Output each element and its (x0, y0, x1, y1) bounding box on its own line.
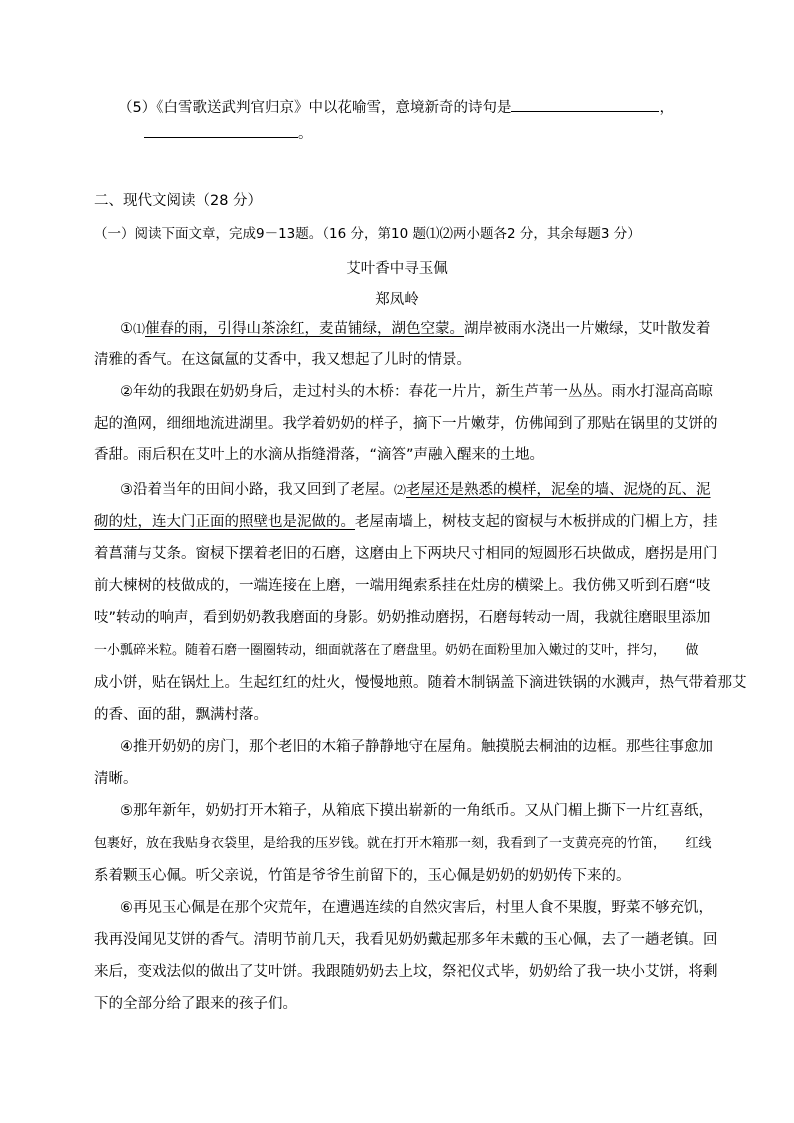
section-heading: 二、现代文阅读（28 分） (94, 193, 263, 209)
question-5-period: 。 (298, 126, 313, 142)
paragraph-6-line-2: 我再没闻见艾饼的香气。清明节前几天，我看见奶奶戴起那多年未戴的玉心佩，去了一趟老镇。回 (94, 932, 718, 948)
paragraph-3-line-8: 的香、面的甜，飘满村落。 (94, 707, 268, 723)
underlined-sentence-2b: 砌的灶，连大门正面的照壁也是泥做的。 (94, 514, 355, 530)
paragraph-3-line-7: 成小饼，贴在锅灶上。生起红红的灶火，慢慢地煎。随着木制锅盖下滴进铁锅的水溅声，热气带着那艾 (94, 675, 747, 691)
answer-blank-2[interactable] (144, 123, 298, 138)
question-5 (118, 96, 674, 117)
paragraph-2-line-2: 起的渔网，细细地流进湖里。我学着奶奶的样子，摘下一片嫩芽，仿佛闻到了那贴在锅里的艾饼的 (94, 416, 718, 432)
paragraph-1-line-1 (120, 317, 711, 338)
paragraph-4-line-1: ④推开奶奶的房门，那个老旧的木箱子静静地守在屋角。触摸脱去桐油的边框。那些往事愈加 (120, 739, 713, 755)
question-mark-1: ⑴ (133, 322, 146, 336)
paragraph-3-lead: ③沿着当年的田间小路，我又回到了老屋。 (120, 482, 394, 498)
article-title: 艾叶香中寻玉佩 (346, 261, 448, 277)
paragraph-3-line-3: 着菖蒲与艾条。窗棂下摆着老旧的石磨，这磨由上下两块尺寸相同的短圆形石块做成，磨拐是用门 (94, 546, 718, 562)
article-author: 郑凤岭 (375, 292, 419, 308)
paragraph-6-line-1: ⑥再见玉心佩是在那个灾荒年，在遭遇连续的自然灾害后，村里人食不果腹，野菜不够充饥， (120, 900, 713, 916)
question-5-comma: ， (659, 100, 674, 116)
section-instruction: （一）阅读下面文章，完成9－13题。（16 分，第10 题⑴⑵两小题各2 分，其余每题3 分） (94, 226, 641, 242)
paragraph-3-line-1 (120, 478, 711, 499)
paragraph-1-number: ① (120, 321, 133, 337)
underlined-sentence-2a: 老屋还是熟悉的模样，泥垒的墙、泥烧的瓦、泥 (406, 482, 711, 498)
answer-blank-1[interactable] (511, 97, 659, 112)
question-5-text: （5）《白雪歌送武判官归京》中以花喻雪，意境新奇的诗句是 (118, 100, 512, 116)
paragraph-2-line-3: 香甜。雨后积在艾叶上的水滴从指缝滑落，“滴答”声融入醒来的土地。 (94, 447, 545, 463)
paragraph-6-line-4: 下的全部分给了跟来的孩子们。 (94, 996, 297, 1012)
paragraph-3-rest: 老屋南墙上，树枝支起的窗棂与木板拼成的门楣上方，挂 (355, 514, 718, 530)
question-5-line2 (144, 122, 313, 143)
paragraph-5-line-1: ⑤那年新年，奶奶打开木箱子，从箱底下摸出崭新的一角纸币。又从门楣上撕下一片红喜纸， (120, 803, 713, 819)
question-mark-2: ⑵ (394, 483, 407, 497)
paragraph-1-rest: 湖岸被雨水浇出一片嫩绿，艾叶散发着 (464, 321, 711, 337)
paragraph-6-line-3: 来后，变戏法似的做出了艾叶饼。我跟随奶奶去上坟，祭祀仪式毕，奶奶给了我一块小艾饼，将剩 (94, 964, 718, 980)
paragraph-2-line-1: ②年幼的我跟在奶奶身后，走过村头的木桥：春花一片片，新生芦苇一丛丛。雨水打湿高高晾 (120, 384, 713, 400)
underlined-sentence-1: 催春的雨，引得山茶涂红，麦苗铺绿，湖色空蒙。 (145, 321, 465, 337)
paragraph-3-line-6: 一小瓢碎米粒。随着石磨一圈圈转动，细面就落在了磨盘里。奶奶在面粉里加入嫩过的艾叶，拌匀， 做 (94, 643, 699, 658)
paragraph-3-line-2 (94, 510, 718, 531)
paragraph-4-line-2: 清晰。 (94, 771, 138, 787)
paragraph-1-line-2: 清雅的香气。在这氤氲的艾香中，我又想起了儿时的情景。 (94, 352, 471, 368)
paragraph-5-line-3: 系着颗玉心佩。听父亲说，竹笛是爷爷生前留下的，玉心佩是奶奶的奶奶传下来的。 (94, 868, 631, 884)
paragraph-5-line-2: 包裹好，放在我贴身衣袋里，是给我的压岁钱。就在打开木箱那一刻，我看到了一支黄亮亮的竹笛， 红线 (94, 836, 712, 851)
paragraph-3-line-4: 前大楝树的枝做成的，一端连接在上磨，一端用绳索系挂在灶房的横梁上。我仿佛又听到石磨“吱 (94, 578, 711, 594)
paragraph-3-line-5: 吱”转动的响声，看到奶奶教我磨面的身影。奶奶推动磨拐，石磨每转动一周，我就往磨眼里添加 (94, 610, 711, 626)
